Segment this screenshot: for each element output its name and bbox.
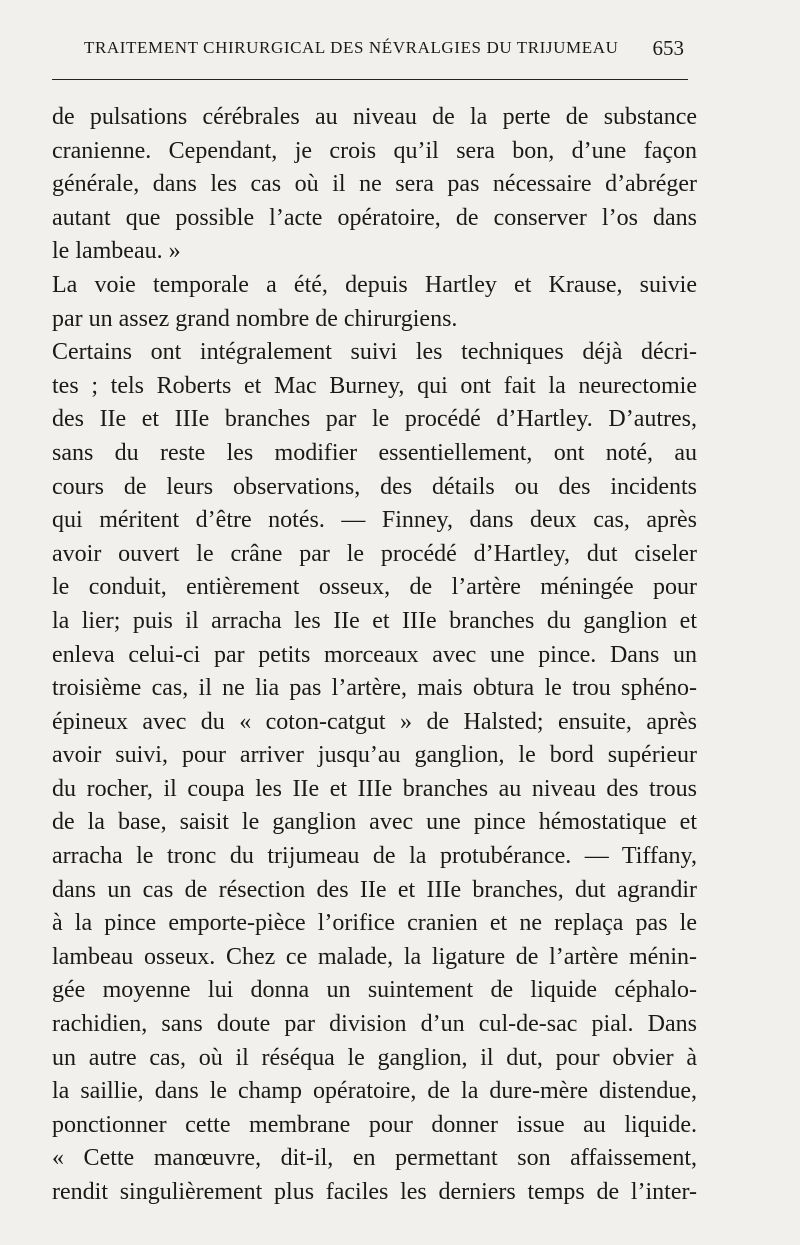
text-line: des IIe et IIIe branches par le procédé d’Hartley. D’autres, xyxy=(52,406,697,433)
page-header xyxy=(60,38,700,68)
text-line: avoir ouvert le crâne par le procédé d’Hartley, dut ciseler xyxy=(52,540,697,567)
text-line: générale, dans les cas où il ne sera pas nécessaire d’abréger xyxy=(52,171,697,198)
text-line: arracha le tronc du trijumeau de la protubérance. — Tiffany, xyxy=(52,843,697,870)
text-line: la saillie, dans le champ opératoire, de la dure-mère distendue, xyxy=(52,1078,697,1105)
text-line: « Cette manœuvre, dit-il, en permettant son affaissement, xyxy=(52,1145,697,1172)
text-line: du rocher, il coupa les IIe et IIIe branches au niveau des trous xyxy=(52,775,697,802)
text-line: un autre cas, où il réséqua le ganglion, il dut, pour obvier à xyxy=(52,1044,697,1071)
text-line: de la base, saisit le ganglion avec une pince hémostatique et xyxy=(52,809,697,836)
running-title: TRAITEMENT CHIRURGICAL DES NÉVRALGIES DU TRIJUMEAU xyxy=(84,38,619,57)
text-line: gée moyenne lui donna un suintement de liquide céphalo- xyxy=(52,977,697,1004)
text-line: lambeau osseux. Chez ce malade, la ligature de l’artère ménin- xyxy=(52,943,697,970)
text-line: tes ; tels Roberts et Mac Burney, qui ont fait la neurectomie xyxy=(52,372,697,399)
text-line: la lier; puis il arracha les IIe et IIIe branches du ganglion et xyxy=(52,607,697,634)
text-line: autant que possible l’acte opératoire, de conserver l’os dans xyxy=(52,204,697,231)
text-line: à la pince emporte-pièce l’orifice cranien et ne replaça pas le xyxy=(52,910,697,937)
text-line: troisième cas, il ne lia pas l’artère, mais obtura le trou sphéno- xyxy=(52,675,697,702)
text-line: La voie temporale a été, depuis Hartley et Krause, suivie xyxy=(52,271,697,298)
text-line: sans du reste les modifier essentiellement, ont noté, au xyxy=(52,439,697,466)
text-line: le conduit, entièrement osseux, de l’artère méningée pour xyxy=(52,574,697,601)
text-line: le lambeau. » xyxy=(52,238,181,265)
text-line: de pulsations cérébrales au niveau de la perte de substance xyxy=(52,104,697,130)
text-line: avoir suivi, pour arriver jusqu’au ganglion, le bord supérieur xyxy=(52,742,697,769)
text-line: rachidien, sans doute par division d’un cul-de-sac pial. Dans xyxy=(52,1011,697,1038)
text-line: par un assez grand nombre de chirurgiens. xyxy=(52,305,458,332)
body-text xyxy=(52,101,697,1210)
page-number: 653 xyxy=(652,36,684,60)
text-line: cours de leurs observations, des détails ou des incidents xyxy=(52,473,697,500)
text-line: dans un cas de résection des IIe et IIIe branches, dut agrandir xyxy=(52,876,697,903)
text-line: cranienne. Cependant, je crois qu’il sera bon, d’une façon xyxy=(52,137,697,164)
text-line: enleva celui-ci par petits morceaux avec une pince. Dans un xyxy=(52,641,697,668)
text-line: Certains ont intégralement suivi les techniques déjà décri- xyxy=(52,339,697,366)
text-line: rendit singulièrement plus faciles les derniers temps de l’inter- xyxy=(52,1179,697,1205)
text-line: ponctionner cette membrane pour donner issue au liquide. xyxy=(52,1111,697,1138)
text-line: qui méritent d’être notés. — Finney, dans deux cas, après xyxy=(52,507,697,534)
header-rule xyxy=(52,79,688,80)
text-line: épineux avec du « coton-catgut » de Halsted; ensuite, après xyxy=(52,708,697,735)
